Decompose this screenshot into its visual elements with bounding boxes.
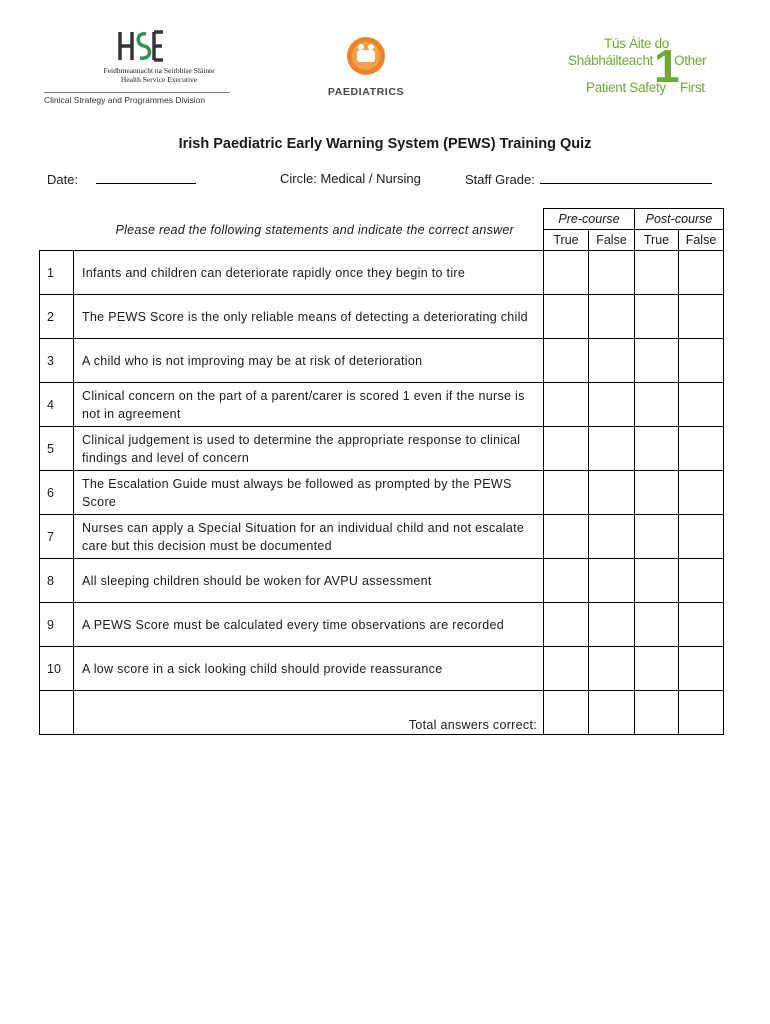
post-false-answer-cell[interactable] — [679, 251, 724, 295]
post-false-answer-cell[interactable] — [679, 647, 724, 691]
post-true-answer-cell[interactable] — [635, 471, 679, 515]
question-statement: All sleeping children should be woken for AVPU assessment — [74, 559, 544, 603]
question-row — [40, 515, 724, 559]
pre-false-answer-cell[interactable] — [589, 383, 635, 427]
pre-true-answer-cell[interactable] — [544, 251, 589, 295]
pre-true-answer-cell[interactable] — [544, 515, 589, 559]
question-statement: A PEWS Score must be calculated every time observations are recorded — [74, 603, 544, 647]
question-number: 3 — [40, 339, 74, 383]
pre-true-answer-cell[interactable] — [544, 383, 589, 427]
header-spacer — [40, 209, 74, 230]
quiz-table — [39, 208, 724, 735]
patient-safety-first: First — [680, 80, 705, 95]
paediatrics-logo — [316, 34, 416, 100]
pre-false-answer-cell[interactable] — [589, 427, 635, 471]
pre-course-header: Pre-course — [544, 209, 635, 230]
question-statement: Nurses can apply a Special Situation for an individual child and not escalate care but this decision must be documented — [74, 515, 544, 559]
post-false-answer-cell[interactable] — [679, 559, 724, 603]
question-statement: Clinical concern on the part of a parent/carer is scored 1 even if the nurse is not in agreement — [74, 383, 544, 427]
question-row — [40, 603, 724, 647]
question-row — [40, 471, 724, 515]
instruction-text: Please read the following statements and indicate the correct answer — [115, 222, 514, 237]
hse-logo-subtext — [84, 66, 234, 84]
pre-false-header: False — [589, 230, 635, 251]
question-row — [40, 427, 724, 471]
question-row — [40, 559, 724, 603]
post-false-header: False — [679, 230, 724, 251]
post-true-total-cell[interactable] — [635, 691, 679, 735]
post-true-answer-cell[interactable] — [635, 383, 679, 427]
circle-field — [280, 171, 421, 186]
post-true-answer-cell[interactable] — [635, 339, 679, 383]
paediatrics-emblem-icon — [346, 34, 386, 78]
post-false-answer-cell[interactable] — [679, 603, 724, 647]
header-row-1 — [40, 209, 724, 230]
question-number: 10 — [40, 647, 74, 691]
question-statement: A child who is not improving may be at risk of deterioration — [74, 339, 544, 383]
question-number: 1 — [40, 251, 74, 295]
post-true-answer-cell[interactable] — [635, 295, 679, 339]
pre-true-answer-cell[interactable] — [544, 339, 589, 383]
pre-false-answer-cell[interactable] — [589, 603, 635, 647]
post-false-answer-cell[interactable] — [679, 471, 724, 515]
pre-false-answer-cell[interactable] — [589, 251, 635, 295]
post-false-answer-cell[interactable] — [679, 339, 724, 383]
question-row — [40, 383, 724, 427]
staff-grade-input-line[interactable] — [540, 171, 712, 184]
pre-true-total-cell[interactable] — [544, 691, 589, 735]
question-statement: Clinical judgement is used to determine the appropriate response to clinical findings and level of concern — [74, 427, 544, 471]
pre-false-answer-cell[interactable] — [589, 471, 635, 515]
quiz-table-body — [40, 209, 724, 735]
hse-irish-name: Feidhmeannacht na Seirbhíse Sláinte — [103, 66, 215, 75]
pre-false-answer-cell[interactable] — [589, 339, 635, 383]
post-false-answer-cell[interactable] — [679, 295, 724, 339]
question-number: 9 — [40, 603, 74, 647]
question-number: 5 — [40, 427, 74, 471]
patient-safety-irish-2: Shábháilteacht — [568, 53, 654, 68]
hse-logo — [44, 24, 230, 104]
total-row — [40, 691, 724, 735]
question-statement: A low score in a sick looking child should provide reassurance — [74, 647, 544, 691]
question-number: 6 — [40, 471, 74, 515]
post-true-answer-cell[interactable] — [635, 647, 679, 691]
hse-division-label: Clinical Strategy and Programmes Division — [44, 92, 230, 105]
pre-false-answer-cell[interactable] — [589, 647, 635, 691]
pre-true-answer-cell[interactable] — [544, 427, 589, 471]
pre-false-total-cell[interactable] — [589, 691, 635, 735]
question-statement: The Escalation Guide must always be followed as prompted by the PEWS Score — [74, 471, 544, 515]
post-false-answer-cell[interactable] — [679, 515, 724, 559]
post-true-answer-cell[interactable] — [635, 427, 679, 471]
pre-true-answer-cell[interactable] — [544, 295, 589, 339]
pre-true-answer-cell[interactable] — [544, 559, 589, 603]
question-row — [40, 295, 724, 339]
post-true-answer-cell[interactable] — [635, 603, 679, 647]
pre-true-answer-cell[interactable] — [544, 647, 589, 691]
patient-safety-digit: 1 — [654, 40, 680, 92]
question-number: 8 — [40, 559, 74, 603]
post-false-answer-cell[interactable] — [679, 427, 724, 471]
pre-true-answer-cell[interactable] — [544, 471, 589, 515]
post-course-header: Post-course — [635, 209, 724, 230]
hse-english-name: Health Service Executive — [120, 75, 198, 84]
question-number: 7 — [40, 515, 74, 559]
question-number: 4 — [40, 383, 74, 427]
paediatrics-label: PAEDIATRICS — [327, 86, 405, 98]
circle-label[interactable]: Circle: Medical / Nursing — [280, 171, 421, 186]
date-field — [47, 171, 196, 187]
post-false-answer-cell[interactable] — [679, 383, 724, 427]
post-true-header: True — [635, 230, 679, 251]
post-true-answer-cell[interactable] — [635, 559, 679, 603]
question-statement: The PEWS Score is the only reliable means of detecting a deteriorating child — [74, 295, 544, 339]
pre-false-answer-cell[interactable] — [589, 559, 635, 603]
staff-grade-field — [465, 171, 712, 187]
post-false-total-cell[interactable] — [679, 691, 724, 735]
patient-safety-other: Other — [674, 53, 707, 68]
post-true-answer-cell[interactable] — [635, 515, 679, 559]
page-title: Irish Paediatric Early Warning System (PEWS) Training Quiz — [178, 136, 592, 152]
pre-true-header: True — [544, 230, 589, 251]
header-spacer — [40, 230, 74, 251]
patient-safety-irish-1: Tús Áite do — [604, 36, 669, 51]
question-row — [40, 647, 724, 691]
pre-true-answer-cell[interactable] — [544, 603, 589, 647]
pre-false-answer-cell[interactable] — [589, 295, 635, 339]
question-row — [40, 251, 724, 295]
question-statement: Infants and children can deteriorate rapidly once they begin to tire — [74, 251, 544, 295]
staff-grade-label: Staff Grade: — [465, 172, 535, 187]
question-number: 2 — [40, 295, 74, 339]
patient-safety-english: Patient Safety — [586, 80, 666, 95]
hse-logo-mark — [116, 26, 164, 64]
question-row — [40, 339, 724, 383]
date-label: Date: — [47, 172, 79, 187]
total-answers-label: Total answers correct: — [74, 691, 544, 735]
pre-false-answer-cell[interactable] — [589, 515, 635, 559]
total-number-cell — [40, 691, 74, 735]
patient-safety-logo — [568, 36, 718, 108]
post-true-answer-cell[interactable] — [635, 251, 679, 295]
date-input-line[interactable] — [96, 171, 196, 184]
